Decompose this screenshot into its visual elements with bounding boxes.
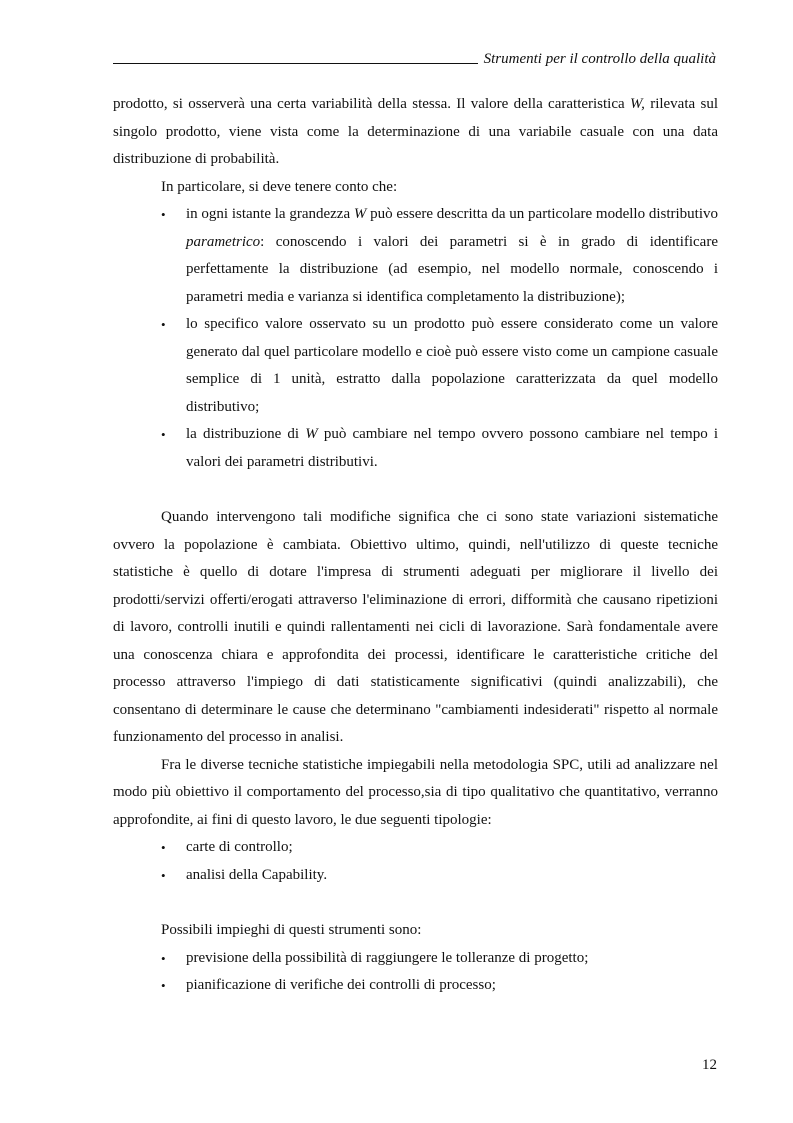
list-item-text: in ogni istante la grandezza — [186, 206, 354, 222]
list-item — [113, 311, 718, 421]
running-header — [113, 46, 716, 68]
list-item — [113, 421, 718, 476]
intro-paragraph — [113, 91, 718, 174]
body-text — [113, 91, 718, 1000]
bullet-icon: • — [161, 427, 166, 442]
list-item — [113, 201, 718, 311]
list-item-text: lo specifico valore osservato su un prodotto può essere considerato come un valore generato dal quel particolare modello e cioè può essere visto come un campione casuale semplice di 1 unità, estratto dalla popolazione caratterizzata da quel modello distributivo; — [186, 316, 718, 415]
intro-text-1: prodotto, si osserverà una certa variabilità della stessa. Il valore della caratteristica — [113, 96, 630, 112]
list-item-text: la distribuzione di — [186, 426, 306, 442]
paragraph-modifiche: Quando intervengono tali modifiche significa che ci sono state variazioni sistematiche ovvero la popolazione è cambiata. Obiettivo ultimo, quindi, nell'utilizzo di queste tecniche statistiche è quello di dotare l'impresa di strumenti adeguati per migliorare il livello dei prodotti/servizi offerti/erogati attraverso l'eliminazione di errori, difformità che causano ripetizioni di lavoro, controlli inutili e quindi rallentamenti nei cicli di lavorazione. Sarà fondamentale avere una conoscenza chiara e approfondita dei processi, identificare le caratteristiche critiche del processo attraverso l'impiego di dati statisticamente significativi (quindi analizzabili), che consentano di determinare le cause che determinano "cambiamenti indesiderati" rispetto al normale funzionamento del processo in analisi. — [113, 509, 718, 745]
intro-text-2: rilevata sul singolo prodotto, viene vista come la determinazione di una variabile casuale con una data distribuzione di probabilità. — [113, 96, 718, 167]
list-item-text: pianificazione di verifiche dei controlli di processo; — [186, 977, 496, 993]
bullet-list-2 — [113, 834, 718, 889]
lead-paragraph: In particolare, si deve tenere conto che: — [161, 178, 398, 195]
paragraph-tecniche: Fra le diverse tecniche statistiche impiegabili nella metodologia SPC, utili ad analizzare nel modo più obiettivo il comportamento del processo,sia di tipo qualitativo che quantitativo, verranno approfondite, ai fini di questo lavoro, le due seguenti tipologie: — [113, 756, 718, 828]
variable-w: W — [353, 206, 367, 222]
bullet-icon: • — [161, 207, 166, 222]
list-item-text: può cambiare nel tempo ovvero possono cambiare nel tempo i valori dei parametri distributivi. — [186, 426, 718, 470]
bullet-icon: • — [161, 840, 166, 855]
emphasis-text: parametrico — [186, 233, 261, 250]
list-item — [113, 834, 718, 862]
list-item-text: può essere descritta da un particolare modello distributivo — [366, 206, 719, 222]
list-item-text: carte di controllo; — [186, 839, 293, 855]
list-item-text: previsione della possibilità di raggiungere le tolleranze di progetto; — [186, 949, 589, 966]
bullet-icon: • — [161, 317, 166, 332]
bullet-icon: • — [161, 950, 166, 966]
bullet-list-1 — [113, 201, 718, 476]
variable-w: W, — [630, 96, 645, 112]
header-rule — [113, 62, 478, 64]
variable-w: W — [305, 426, 318, 442]
list-item — [113, 972, 718, 1000]
list-item-text: : conoscendo i valori dei parametri si è in grado di identificare perfettamente la distribuzione (ad esempio, nel modello normale, conoscendo i parametri media e varianza si identifica completamento la distribuzione); — [186, 233, 718, 305]
bullet-list-3 — [113, 945, 718, 1000]
list-item — [113, 945, 718, 973]
list-item — [113, 862, 718, 890]
bullet-icon: • — [161, 978, 166, 993]
list-item-text: analisi della Capability. — [186, 866, 328, 883]
page-number: 12 — [702, 1057, 717, 1073]
paragraph-impieghi: Possibili impieghi di questi strumenti sono: — [161, 922, 422, 938]
header-title: Strumenti per il controllo della qualità — [483, 51, 716, 67]
bullet-icon: • — [161, 867, 166, 883]
